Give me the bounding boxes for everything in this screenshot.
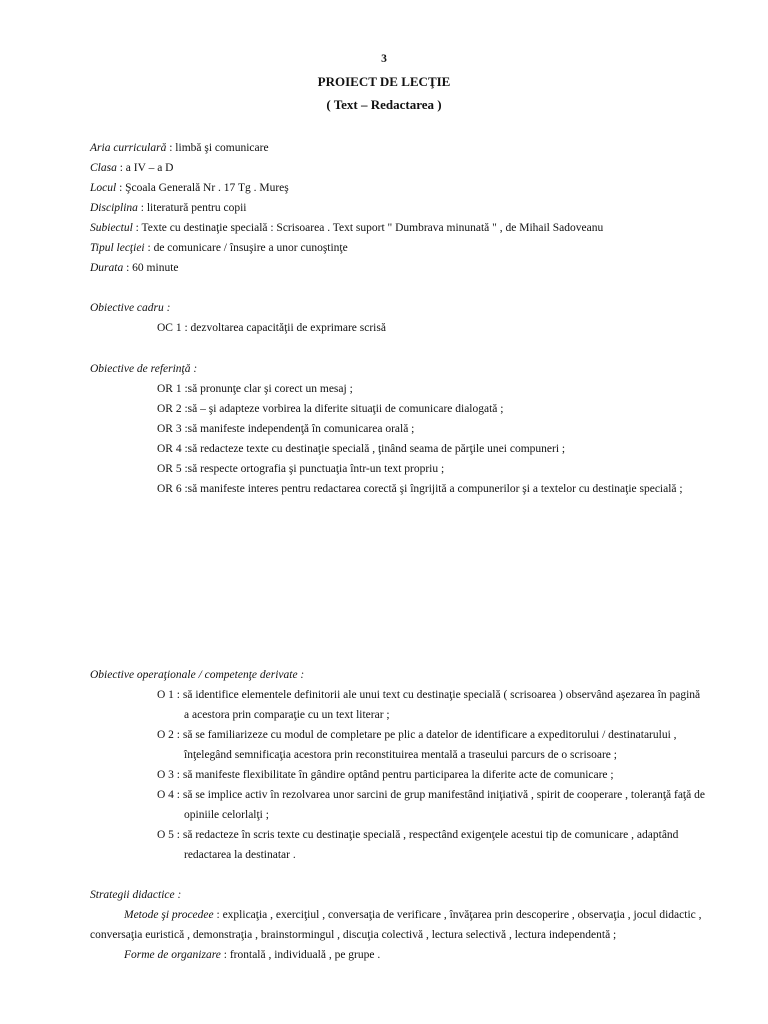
- strategii-heading: Strategii didactice :: [90, 889, 182, 901]
- info-aria: [90, 141, 269, 155]
- info-value: : 60 minute: [123, 262, 179, 274]
- objective-item-continuation: a acestora prin comparaţie cu un text literar ;: [184, 709, 390, 721]
- metode-value: : explicaţia , exerciţiul , conversaţia de verificare , învăţarea prin descoperire , observaţia , jocul didactic ,: [213, 909, 702, 921]
- objective-item: OR 3 :să manifeste independenţă în comunicarea orală ;: [157, 423, 415, 435]
- objective-item-continuation: opiniile celorlalţi ;: [184, 809, 269, 821]
- objective-item: OR 1 :să pronunţe clar şi corect un mesaj ;: [157, 383, 353, 395]
- obiective-referinta-heading: Obiective de referinţă :: [90, 363, 198, 375]
- page-number: 3: [381, 53, 387, 65]
- objective-item: O 3 : să manifeste flexibilitate în gândire optând pentru participarea la diferite acte de comunicare ;: [157, 769, 614, 781]
- info-label: Clasa: [90, 162, 117, 174]
- info-label: Subiectul: [90, 222, 133, 234]
- info-value: : literatură pentru copii: [137, 202, 247, 214]
- objective-item: OC 1 : dezvoltarea capacităţii de exprimare scrisă: [157, 322, 386, 334]
- info-value: : Texte cu destinaţie specială : Scrisoarea . Text suport " Dumbrava minunată " , de Mihail Sadoveanu: [132, 222, 604, 234]
- info-disciplina: [90, 201, 247, 215]
- info-label: Disciplina: [90, 202, 138, 214]
- info-value: : Şcoala Generală Nr . 17 Tg . Mureş: [116, 182, 289, 194]
- info-label: Locul: [90, 182, 117, 194]
- info-durata: [90, 261, 179, 275]
- info-label: Tipul lecţiei: [90, 242, 145, 254]
- info-label: Durata: [90, 262, 124, 274]
- objective-item: OR 6 :să manifeste interes pentru redactarea corectă şi îngrijită a compunerilor şi a textelor cu destinaţie specială ;: [157, 483, 683, 495]
- objective-item-continuation: înţelegând semnificaţia acestora prin reconstituirea mentală a traseului parcurs de o scrisoare ;: [184, 749, 617, 761]
- info-tipul-lectiei: [90, 241, 348, 255]
- metode-continuation: conversaţia euristică , demonstraţia , brainstormingul , discuţia colectivă , lectura selectivă , lectura independentă ;: [90, 929, 617, 941]
- forme-line: [124, 948, 380, 962]
- objective-item: O 5 : să redacteze în scris texte cu destinaţie specială , respectând exigenţele acestui tip de comunicare , adaptând: [157, 829, 679, 841]
- objective-item: OR 2 :să – şi adapteze vorbirea la diferite situaţii de comunicare dialogată ;: [157, 403, 504, 415]
- document-title: PROIECT DE LECŢIE: [317, 74, 451, 89]
- info-clasa: [90, 161, 173, 175]
- metode-label: Metode şi procedee: [124, 909, 214, 921]
- info-value: : a IV – a D: [116, 162, 174, 174]
- objective-item-continuation: redactarea la destinatar .: [184, 849, 296, 861]
- metode-line: [124, 908, 702, 922]
- info-value: : limbă şi comunicare: [166, 142, 269, 154]
- forme-label: Forme de organizare: [124, 949, 221, 961]
- info-value: : de comunicare / însuşire a unor cunoştinţe: [144, 242, 348, 254]
- info-subiectul: [90, 221, 603, 235]
- obiective-operationale-heading: Obiective operaţionale / competenţe derivate :: [90, 669, 305, 681]
- objective-item: O 4 : să se implice activ în rezolvarea unor sarcini de grup manifestând iniţiativă , spirit de cooperare , toleranţă faţă de: [157, 789, 705, 801]
- objective-item: OR 5 :să respecte ortografia şi punctuaţia într-un text propriu ;: [157, 463, 445, 475]
- document-subtitle: ( Text – Redactarea ): [326, 97, 442, 112]
- objective-item: O 1 : să identifice elementele definitorii ale unui text cu destinaţie specială ( scrisoarea ) observând aşezarea în pagină: [157, 689, 701, 701]
- info-label: Aria curriculară: [90, 142, 167, 154]
- obiective-cadru-heading: Obiective cadru :: [90, 302, 171, 314]
- objective-item: O 2 : să se familiarizeze cu modul de completare pe plic a datelor de identificare a expeditorului / destinatarului ,: [157, 729, 677, 741]
- forme-value: : frontală , individuală , pe grupe .: [220, 949, 381, 961]
- objective-item: OR 4 :să redacteze texte cu destinaţie specială , ţinând seama de părţile unei compuneri ;: [157, 443, 566, 455]
- info-locul: [90, 181, 289, 195]
